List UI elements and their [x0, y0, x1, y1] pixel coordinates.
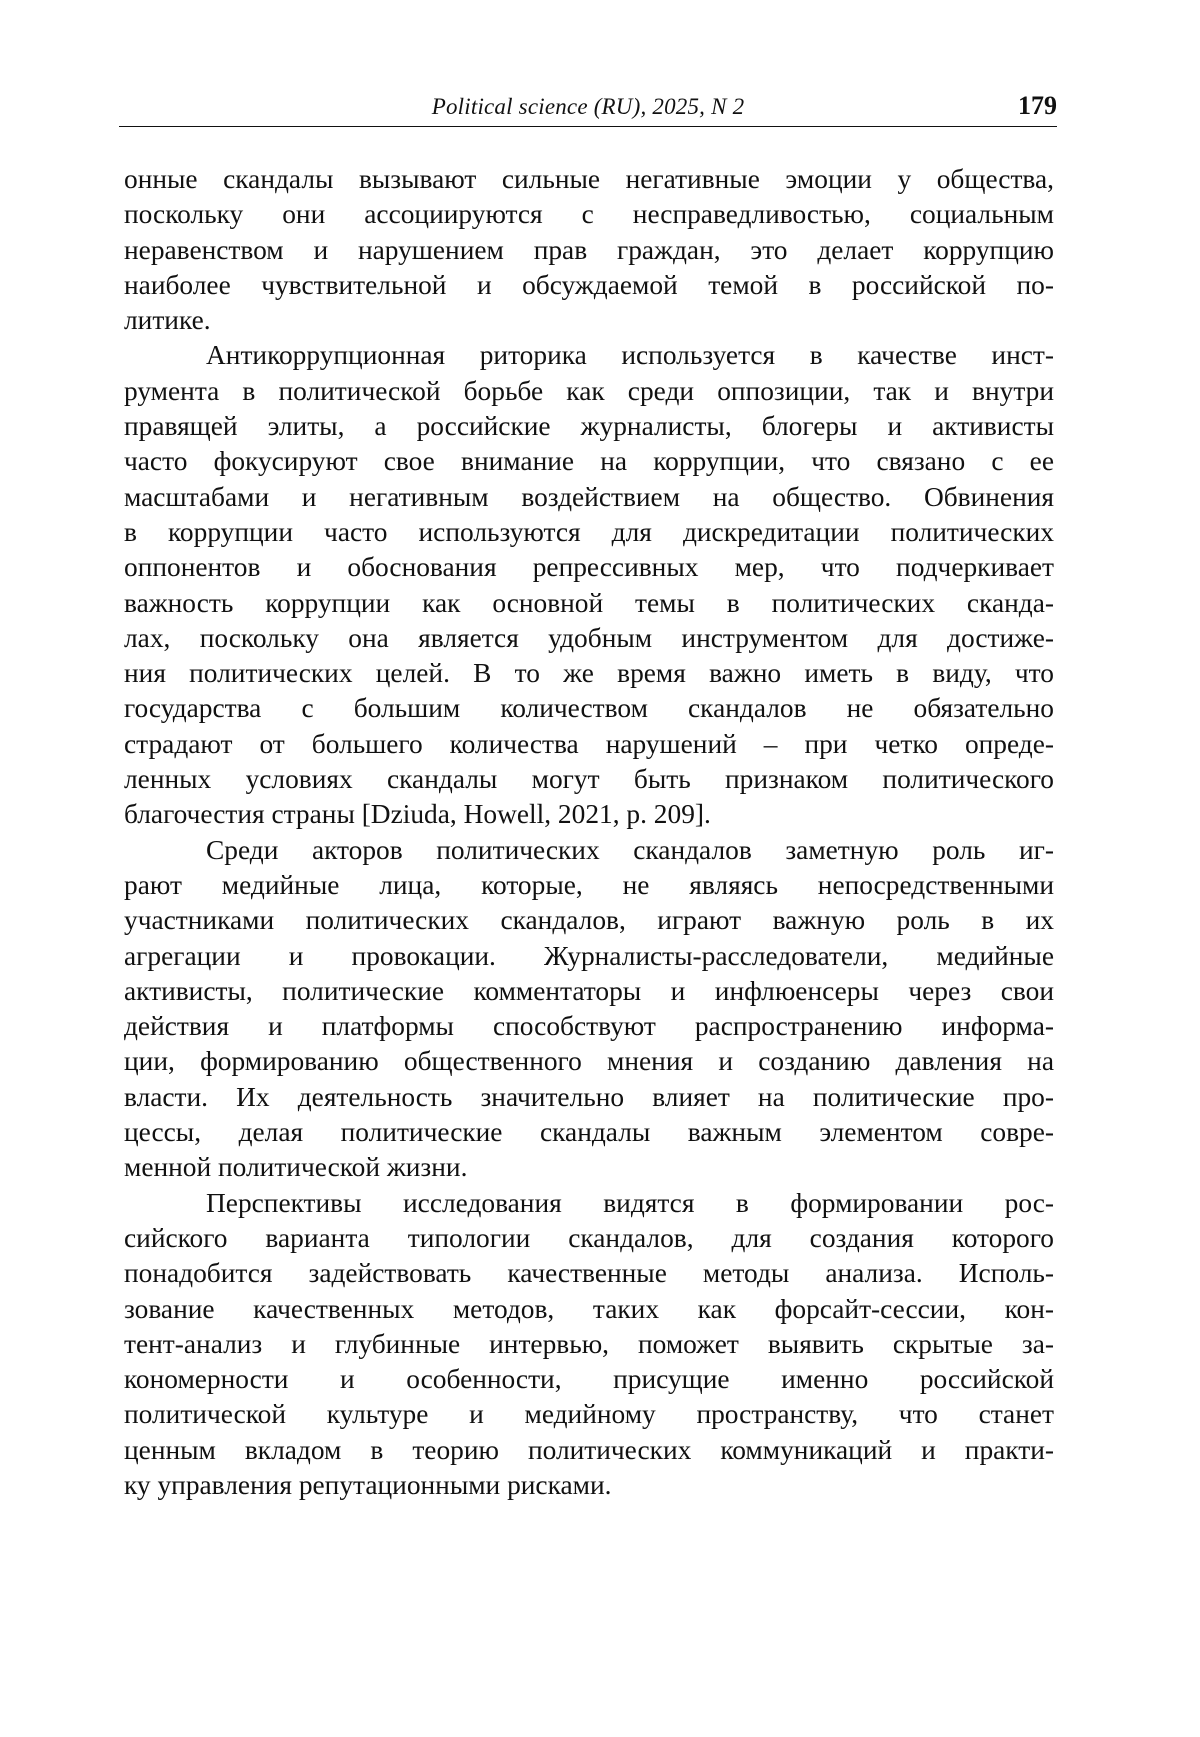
text-line: агрегации и провокации. Журналисты-расследователи, медийные: [124, 939, 1054, 974]
paragraph-4: [124, 1186, 1054, 1504]
text-line: зование качественных методов, таких как форсайт-сессии, кон-: [124, 1292, 1054, 1327]
text-line: государства с большим количеством скандалов не обязательно: [124, 691, 1054, 726]
text-line: масштабами и негативным воздействием на общество. Обвинения: [124, 480, 1054, 515]
text-line: литике.: [124, 303, 1054, 338]
text-line: неравенством и нарушением прав граждан, это делает коррупцию: [124, 233, 1054, 268]
text-line: Перспективы исследования видятся в формировании рос-: [124, 1186, 1054, 1221]
text-line: часто фокусируют свое внимание на коррупции, что связано с ее: [124, 444, 1054, 479]
journal-title: Political science (RU), 2025, N 2: [119, 94, 1057, 120]
text-line: страдают от большего количества нарушений – при четко опреде-: [124, 727, 1054, 762]
text-line: правящей элиты, а российские журналисты, блогеры и активисты: [124, 409, 1054, 444]
running-header: [119, 90, 1057, 127]
journal-page: [0, 0, 1200, 1737]
text-line: ку управления репутационными рисками.: [124, 1468, 1054, 1503]
paragraph-2: [124, 338, 1054, 832]
text-line: наиболее чувствительной и обсуждаемой темой в российской по-: [124, 268, 1054, 303]
text-line: участниками политических скандалов, играют важную роль в их: [124, 903, 1054, 938]
text-line: тент-анализ и глубинные интервью, поможет выявить скрытые за-: [124, 1327, 1054, 1362]
text-line: менной политической жизни.: [124, 1150, 1054, 1185]
text-line: в коррупции часто используются для дискредитации политических: [124, 515, 1054, 550]
text-line: политической культуре и медийному пространству, что станет: [124, 1397, 1054, 1432]
text-line: активисты, политические комментаторы и инфлюенсеры через свои: [124, 974, 1054, 1009]
text-line: власти. Их деятельность значительно влияет на политические про-: [124, 1080, 1054, 1115]
text-line: действия и платформы способствуют распространению информа-: [124, 1009, 1054, 1044]
text-line: Среди акторов политических скандалов заметную роль иг-: [124, 833, 1054, 868]
text-line: ции, формированию общественного мнения и созданию давления на: [124, 1044, 1054, 1079]
text-line: кономерности и особенности, присущие именно российской: [124, 1362, 1054, 1397]
text-line: румента в политической борьбе как среди оппозиции, так и внутри: [124, 374, 1054, 409]
paragraph-1: [124, 162, 1054, 338]
text-line: важность коррупции как основной темы в политических сканда-: [124, 586, 1054, 621]
citation-line: благочестия страны [Dziuda, Howell, 2021, p. 209].: [124, 797, 1054, 832]
paragraph-3: [124, 833, 1054, 1186]
text-line: сийского варианта типологии скандалов, для создания которого: [124, 1221, 1054, 1256]
text-line: оппонентов и обоснования репрессивных мер, что подчеркивает: [124, 550, 1054, 585]
text-line: Антикоррупционная риторика используется в качестве инст-: [124, 338, 1054, 373]
text-line: ния политических целей. В то же время важно иметь в виду, что: [124, 656, 1054, 691]
text-line: ценным вкладом в теорию политических коммуникаций и практи-: [124, 1433, 1054, 1468]
page-number: 179: [1018, 91, 1057, 121]
body-text: [124, 162, 1054, 1503]
text-line: понадобится задействовать качественные методы анализа. Исполь-: [124, 1256, 1054, 1291]
text-line: ленных условиях скандалы могут быть признаком политического: [124, 762, 1054, 797]
text-line: лах, поскольку она является удобным инструментом для достиже-: [124, 621, 1054, 656]
text-line: онные скандалы вызывают сильные негативные эмоции у общества,: [124, 162, 1054, 197]
text-line: поскольку они ассоциируются с несправедливостью, социальным: [124, 197, 1054, 232]
text-line: рают медийные лица, которые, не являясь непосредственными: [124, 868, 1054, 903]
text-line: цессы, делая политические скандалы важным элементом совре-: [124, 1115, 1054, 1150]
